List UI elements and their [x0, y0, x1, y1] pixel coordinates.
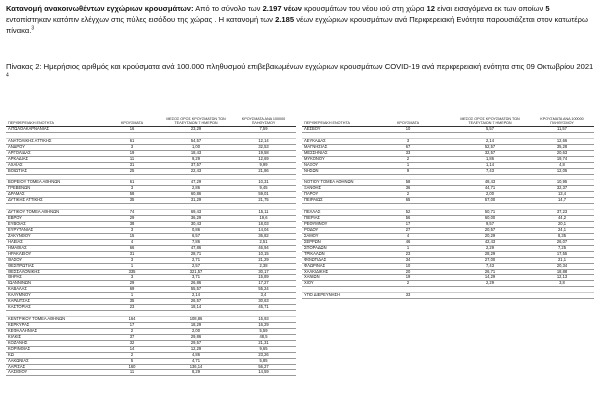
cell-per100k: 12,66 [556, 137, 568, 143]
header-per100k: ΚΡΟΥΣΜΑΤΑ ΑΝΑ 100000 ΠΛΗΘΥΣΜΟΥ [241, 116, 286, 125]
cell-per100k: 36,82 [258, 232, 269, 238]
cell-region: ΑΙΤΩΛΟΑΚΑΡΝΑΝΙΑΣ [8, 126, 50, 131]
cell-per100k: 19,6 [259, 215, 268, 221]
cell-region: ΚΕΡΚΥΡΑΣ [8, 321, 30, 327]
cell-per100k: 20,63 [556, 149, 568, 155]
cell-region: ΘΕΣΣΑΛΟΝΙΚΗΣ [8, 268, 40, 274]
cell-region: ΑΝΑΤΟΛΙΚΗΣ ΑΤΤΙΚΗΣ [8, 137, 52, 143]
cell-region: ΚΑΣΤΟΡΙΑΣ [8, 304, 31, 310]
cell-avg7: 42,43 [484, 238, 496, 244]
cell-avg7: 20,29 [484, 232, 496, 238]
cell-region: ΔΥΤΙΚΟΥ ΤΟΜΕΑ ΑΘΗΝΩΝ [8, 209, 60, 215]
cell-cases: 69 [129, 286, 135, 292]
cell-per100k: 45,71 [258, 304, 269, 310]
cell-region: ΚΙΛΚΙΣ [8, 333, 22, 339]
cell-region: ΗΛΕΙΑΣ [8, 238, 23, 244]
cell-per100k: 2,38 [259, 262, 268, 268]
cell-region: ΜΥΚΟΝΟΥ [304, 155, 325, 161]
cell-cases: 33 [405, 149, 411, 155]
cell-region: ΛΑΡΙΣΑΣ [8, 363, 26, 369]
table-row [6, 370, 296, 376]
cell-region: ΕΒΡΟΥ [8, 215, 22, 221]
cell-per100k: 21,31 [258, 339, 269, 345]
cell-per100k: 30,63 [258, 298, 269, 304]
cell-per100k: 14,04 [258, 226, 269, 232]
cell-region: ΔΡΑΜΑΣ [8, 191, 25, 197]
cell-per100k: 20,1 [558, 221, 566, 226]
cell-avg7: 5,57 [486, 126, 494, 131]
cell-region: ΕΥΡΥΤΑΝΙΑΣ [8, 226, 34, 232]
cell-per100k: 10,31 [258, 179, 269, 185]
cell-avg7: 29,86 [190, 333, 202, 339]
cell-avg7: 7,43 [486, 167, 494, 173]
cell-region: ΚΑΡΔΙΤΣΑΣ [8, 298, 31, 304]
cell-avg7: 60,00 [484, 215, 496, 221]
cell-region: ΚΑΒΑΛΑΣ [8, 286, 27, 292]
cell-cases: 61 [129, 137, 135, 143]
cell-per100k: 12,05 [556, 167, 568, 173]
cell-per100k: 32,53 [258, 143, 269, 149]
cell-per100k: 5,85 [259, 357, 268, 363]
cell-avg7: 2,14 [192, 292, 200, 298]
cell-cases: 37 [129, 333, 135, 339]
cell-avg7: 37,57 [190, 161, 202, 167]
cell-region: ΡΟΔΟΥ [304, 226, 319, 232]
cell-per100k: 14,59 [258, 369, 269, 375]
cell-cases: 14 [129, 345, 135, 351]
cell-region: ΜΕΣΣΗΝΙΑΣ [304, 149, 328, 155]
cell-avg7: 18,14 [190, 304, 202, 310]
cell-per100k: 46,94 [258, 244, 269, 250]
cell-cases: 19 [405, 274, 411, 280]
cell-per100k: 21,75 [258, 197, 269, 203]
cell-region: ΑΡΚΑΔΙΑΣ [8, 155, 29, 161]
cell-cases: 25 [129, 167, 135, 173]
cell-avg7: 4,71 [192, 357, 200, 363]
cell-region: ΘΕΣΠΡΩΤΙΑΣ [8, 262, 35, 268]
cell-region: ΛΕΥΚΑΔΑΣ [304, 137, 326, 143]
cell-per100k: 2,51 [259, 238, 268, 244]
cell-per100k: 37,23 [556, 209, 568, 215]
cell-per100k: 7,25 [558, 244, 566, 250]
cell-region: ΠΑΡΟΥ [304, 191, 319, 197]
cell-region: ΕΥΒΟΙΑΣ [8, 221, 26, 226]
cell-region: ΡΕΘΥΜΝΟΥ [304, 221, 328, 226]
cell-avg7: 47,86 [190, 244, 202, 250]
cell-per100k: 30,17 [258, 268, 269, 274]
cell-per100k: 35,28 [556, 143, 568, 149]
intro-paragraph: Κατανομή ανακοινωθέντων εγχώριων κρουσμάτων: Από το σύνολο των 2.197 νέων κρουσμάτων του νέου ιού στη χώρα 12 είναι εισαγόμενα εκ των οποίων 5 εντοπίστηκαν κατόπιν ελέγχων στις πύλες εισόδου της χώρας . Η κατανομή των 2.185 νέων εγχώριων κρουσμάτων ανά Περιφερειακή Ενότητα παρουσιάζεται στον κατωτέρω πίνακα.$^3$ [6, 4, 588, 35]
cell-avg7: 26,86 [190, 280, 202, 286]
cell-cases: 56 [405, 215, 411, 221]
cell-cases: 335 [128, 268, 136, 274]
cell-avg7: 18,29 [190, 321, 202, 327]
cell-cases: 31 [129, 250, 135, 256]
cell-cases: 23 [129, 304, 135, 310]
cell-avg7: 2,29 [486, 280, 494, 286]
cell-per100k: 12,14 [258, 137, 269, 143]
cell-cases: 65 [405, 197, 411, 203]
cell-avg7: 32,57 [484, 149, 496, 155]
cell-cases: 160 [128, 363, 136, 369]
footnote-ref[interactable]: 4 [6, 71, 9, 78]
cell-region: ΑΡΓΟΛΙΔΑΣ [8, 149, 31, 155]
cell-cases: 58 [405, 179, 411, 185]
cell-avg7: 55,57 [190, 286, 202, 292]
cell-per100k: 9,65 [259, 345, 268, 351]
cell-cases: 33 [405, 292, 411, 298]
cell-cases: 2 [406, 280, 410, 286]
cell-region: ΓΡΕΒΕΝΩΝ [8, 185, 31, 191]
cell-cases: 35 [129, 197, 135, 203]
cell-region: ΧΑΛΚΙΔΙΚΗΣ [304, 268, 329, 274]
cell-per100k: 13,4 [558, 191, 566, 197]
cell-cases: 1 [130, 292, 134, 298]
cell-per100k: 44,2 [558, 215, 566, 221]
cell-cases: 9 [406, 167, 410, 173]
cell-cases: 15 [129, 232, 135, 238]
cell-region: ΝΗΣΩΝ [304, 167, 319, 173]
cell-per100k: 17,27 [258, 280, 269, 286]
cell-per100k: 15,93 [258, 316, 269, 321]
cell-cases: 3 [406, 137, 410, 143]
cell-cases: 17 [405, 221, 411, 226]
cell-per100k: 5,59 [259, 327, 268, 333]
cell-region: ΚΑΛΥΜΝΟΥ [8, 292, 31, 298]
cell-avg7: 6,57 [192, 232, 200, 238]
cell-avg7: 31,29 [190, 197, 202, 203]
header-region: ΠΕΡΙΦΕΡΕΙΑΚΗ ΕΝΟΤΗΤΑ [8, 120, 54, 125]
cell-avg7: 2,86 [192, 185, 200, 191]
cell-region: ΒΟΡΕΙΟΥ ΤΟΜΕΑ ΑΘΗΝΩΝ [8, 179, 61, 185]
cell-per100k: 18,03 [258, 221, 269, 226]
cell-per100k: 17,55 [556, 250, 568, 256]
cell-region: ΔΥΤΙΚΗΣ ΑΤΤΙΚΗΣ [8, 197, 43, 203]
cell-per100k: 10,95 [556, 179, 568, 185]
cell-cases: 32 [129, 339, 135, 345]
cell-per100k: 20,34 [556, 262, 568, 268]
cell-per100k: 14,7 [558, 197, 566, 203]
cell-per100k: 12,13 [556, 274, 568, 280]
cell-cases: 2 [406, 155, 410, 161]
cell-region: ΠΙΕΡΙΑΣ [304, 215, 320, 221]
cell-region: ΚΕΦΑΛΛΗΝΙΑΣ [8, 327, 38, 333]
cell-cases: 11 [129, 369, 135, 375]
cell-region: ΚΕΝΤΡΙΚΟΥ ΤΟΜΕΑ ΑΘΗΝΩΝ [8, 316, 66, 321]
cell-per100k: 11,57 [557, 126, 567, 131]
cell-per100k: 7,59 [259, 126, 268, 131]
cell-cases: 17 [129, 321, 135, 327]
cell-region: ΛΕΣΒΟΥ [304, 126, 321, 131]
cell-region: ΣΕΡΡΩΝ [304, 238, 321, 244]
cell-region: ΚΩ [8, 351, 14, 357]
cell-avg7: 9,57 [486, 221, 494, 226]
cell-avg7: 26,71 [484, 268, 496, 274]
cell-cases: 2 [406, 191, 410, 197]
header-per100k: ΚΡΟΥΣΜΑΤΑ ΑΝΑ 100000 ΠΛΗΘΥΣΜΟΥ [540, 116, 584, 125]
cell-region: ΠΕΛΛΑΣ [304, 209, 321, 215]
cell-cases: 1 [130, 262, 134, 268]
cell-per100k: 26,07 [556, 238, 568, 244]
cell-region: ΑΝΔΡΟΥ [8, 143, 25, 149]
cell-avg7: 29,57 [190, 339, 202, 345]
cell-avg7: 57,00 [484, 197, 496, 203]
cell-cases: 3 [130, 274, 134, 280]
cell-cases: 61 [129, 179, 135, 185]
cell-cases: 20 [405, 268, 411, 274]
cell-avg7: 2,71 [192, 256, 200, 262]
cell-avg7: 26,57 [190, 298, 202, 304]
cell-cases: 27 [405, 226, 411, 232]
cell-cases: 10 [405, 262, 411, 268]
cell-region: ΥΠΟ ΔΙΕΡΕΥΝΗΣΗ [304, 292, 340, 298]
cell-region: ΒΟΙΩΤΙΑΣ [8, 167, 28, 173]
header-avg7: ΜΕΣΟΣ ΟΡΟΣ ΚΡΟΥΣΜΑΤΩΝ ΤΩΝ ΤΕΛΕΥΤΑΙΩΝ 7 ΗΜΕΡΩΝ [166, 116, 226, 125]
cell-avg7: 52,57 [484, 143, 496, 149]
cell-cases: 46 [405, 238, 411, 244]
cell-avg7: 14,29 [484, 274, 496, 280]
cell-avg7: 20,57 [484, 226, 496, 232]
cases-table-left [6, 111, 296, 376]
cell-per100k: 8,35 [558, 232, 566, 238]
cell-per100k: 15,11 [258, 209, 269, 215]
cell-avg7: 28,71 [190, 250, 202, 256]
cell-region: ΦΛΩΡΙΝΑΣ [304, 262, 326, 268]
cell-avg7: 7,86 [192, 238, 200, 244]
cell-avg7: 36,29 [190, 215, 202, 221]
cases-table-right [302, 111, 594, 299]
header-region: ΠΕΡΙΦΕΡΕΙΑΚΗ ΕΝΟΤΗΤΑ [304, 120, 350, 125]
cell-region: ΞΑΝΘΗΣ [304, 185, 322, 191]
cell-region: ΗΡΑΚΛΕΙΟΥ [8, 250, 32, 256]
cell-per100k: 19,74 [556, 155, 568, 161]
cell-avg7: 2,57 [192, 262, 200, 268]
table-header [6, 111, 296, 127]
cell-region: ΘΗΡΑΣ [8, 274, 22, 280]
cell-avg7: 0,86 [192, 226, 200, 232]
cell-avg7: 27,00 [484, 256, 496, 262]
cell-per100k: 10,15 [258, 250, 269, 256]
cell-cases: 29 [129, 280, 135, 286]
cell-avg7: 69,43 [190, 209, 202, 215]
cell-region: ΖΑΚΥΝΘΟΥ [8, 232, 31, 238]
cell-cases: 31 [129, 161, 135, 167]
cell-region: ΧΙΟΥ [304, 280, 314, 286]
cell-cases: 23 [405, 250, 411, 256]
cell-avg7: 321,57 [189, 268, 203, 274]
cell-per100k: 21,1 [558, 256, 566, 262]
cell-cases: 2 [130, 327, 134, 333]
footnote-ref[interactable]: 3 [31, 25, 35, 32]
cell-per100k: 32,37 [556, 185, 568, 191]
cell-avg7: 48,43 [484, 179, 496, 185]
cell-cases: 19 [129, 149, 135, 155]
cell-cases: 2 [130, 351, 134, 357]
cell-region: ΤΡΙΚΑΛΩΝ [304, 250, 325, 256]
cell-cases: 11 [129, 155, 135, 161]
cell-avg7: 22,43 [190, 167, 202, 173]
header-cases: ΚΡΟΥΣΜΑΤΑ [120, 120, 144, 125]
cell-avg7: 54,57 [190, 137, 202, 143]
cell-region: ΙΩΑΝΝΙΝΩΝ [8, 280, 31, 286]
cell-per100k: 55,24 [258, 286, 269, 292]
cell-region: ΦΘΙΩΤΙΔΑΣ [304, 256, 327, 262]
cell-region: ΣΑΜΟΥ [304, 232, 319, 238]
cell-per100k: 21,29 [258, 256, 269, 262]
cell-cases: 10 [405, 126, 411, 131]
cell-avg7: 50,71 [484, 209, 496, 215]
cell-avg7: 60,86 [190, 191, 202, 197]
cell-region: ΣΠΟΡΑΔΩΝ [304, 244, 327, 250]
cell-cases: 16 [129, 126, 135, 131]
cell-cases: 52 [405, 209, 411, 215]
cell-avg7: 1,14 [486, 161, 494, 167]
cell-cases: 35 [129, 298, 135, 304]
cell-region: ΛΑΣΙΘΙΟΥ [8, 369, 28, 375]
cell-avg7: 44,71 [484, 185, 496, 191]
cell-per100k: 15,89 [258, 274, 269, 280]
cell-per100k: 4,8 [559, 161, 565, 167]
cell-per100k: 59,01 [258, 191, 269, 197]
cell-avg7: 47,29 [190, 179, 202, 185]
cell-avg7: 108,86 [189, 316, 203, 321]
cell-cases: 3 [130, 256, 134, 262]
cell-cases: 4 [406, 232, 410, 238]
cell-per100k: 16,29 [258, 321, 269, 327]
cell-cases: 74 [129, 209, 135, 215]
cell-per100k: 18,88 [556, 268, 568, 274]
cell-avg7: 2,00 [486, 191, 494, 197]
cell-per100k: 12,69 [258, 155, 269, 161]
cell-per100k: 23,26 [258, 351, 269, 357]
cell-avg7: 18,43 [190, 149, 202, 155]
cell-region: ΝΟΤΙΟΥ ΤΟΜΕΑ ΑΘΗΝΩΝ [304, 179, 354, 185]
cell-per100k: 3,8 [559, 280, 565, 286]
cell-avg7: 2,14 [486, 137, 494, 143]
cell-cases: 3 [130, 143, 134, 149]
intro-heading: Κατανομή ανακοινωθέντων εγχώριων κρουσμάτων: [6, 4, 194, 13]
cell-cases: 5 [130, 357, 134, 363]
cell-avg7: 4,86 [192, 351, 200, 357]
cell-avg7: 12,29 [190, 345, 202, 351]
table-row [302, 293, 594, 299]
cell-region: ΛΑΚΩΝΙΑΣ [8, 357, 29, 363]
header-avg7: ΜΕΣΟΣ ΟΡΟΣ ΚΡΟΥΣΜΑΤΩΝ ΤΩΝ ΤΕΛΕΥΤΑΙΩΝ 7 ΗΜΕΡΩΝ [460, 116, 520, 125]
cell-avg7: 2,29 [486, 244, 494, 250]
cell-cases: 36 [405, 185, 411, 191]
cell-region: ΗΜΑΘΙΑΣ [8, 244, 27, 250]
cell-avg7: 7,43 [486, 262, 494, 268]
cell-avg7: 1,00 [192, 143, 200, 149]
cell-cases: 58 [129, 191, 135, 197]
cell-per100k: 9,45 [259, 185, 268, 191]
cell-per100k: 48,5 [259, 333, 268, 339]
cell-per100k: 21,86 [258, 167, 269, 173]
header-cases: ΚΡΟΥΣΜΑΤΑ [396, 120, 420, 125]
cell-avg7: 2,00 [192, 327, 200, 333]
cell-region: ΧΑΝΙΩΝ [304, 274, 320, 280]
cell-cases: 164 [128, 316, 136, 321]
cell-per100k: 3,4 [260, 292, 267, 298]
cell-region: ΑΧΑΪΑΣ [8, 161, 23, 167]
cell-region: ΠΕΙΡΑΙΩΣ [304, 197, 323, 203]
cell-cases: 3 [130, 226, 134, 232]
cell-avg7: 8,29 [192, 369, 200, 375]
cell-avg7: 28,29 [484, 250, 496, 256]
cell-avg7: 30,43 [190, 221, 202, 226]
cell-region: ΜΑΓΝΗΣΙΑΣ [304, 143, 328, 149]
cell-per100k: 9,99 [259, 161, 268, 167]
cell-region: ΝΑΞΟΥ [304, 161, 319, 167]
cell-cases: 29 [129, 215, 135, 221]
cell-per100k: 19,58 [258, 149, 269, 155]
cell-cases: 66 [129, 244, 135, 250]
cell-cases: 34 [405, 256, 411, 262]
cell-avg7: 23,29 [190, 126, 202, 131]
table-header [302, 111, 594, 127]
cell-cases: 1 [406, 161, 410, 167]
cell-cases: 38 [129, 221, 135, 226]
cell-cases: 4 [130, 238, 134, 244]
cell-cases: 67 [405, 143, 411, 149]
cell-cases: 3 [130, 185, 134, 191]
table-caption: Πίνακας 2: Ημερήσιος αριθμός και κρούσματα ανά 100.000 πληθυσμού επιβεβαιωμένων εγχώριων κρουσμάτων COVID-19 ανά περιφερειακή ενότητα στις 09 Οκτωβρίου 2021 $^4$ [6, 62, 594, 78]
cell-cases: 1 [406, 244, 410, 250]
cell-avg7: 1,86 [486, 155, 494, 161]
cell-region: ΚΟΡΙΝΘΙΑΣ [8, 345, 31, 351]
cell-avg7: 136,14 [189, 363, 203, 369]
cell-per100k: 56,27 [258, 363, 269, 369]
cell-avg7: 3,71 [192, 274, 200, 280]
cell-region: ΚΟΖΑΝΗΣ [8, 339, 28, 345]
cell-per100k: 24,1 [558, 226, 566, 232]
cell-avg7: 9,29 [192, 155, 200, 161]
cell-region: ΘΑΣΟΥ [8, 256, 23, 262]
